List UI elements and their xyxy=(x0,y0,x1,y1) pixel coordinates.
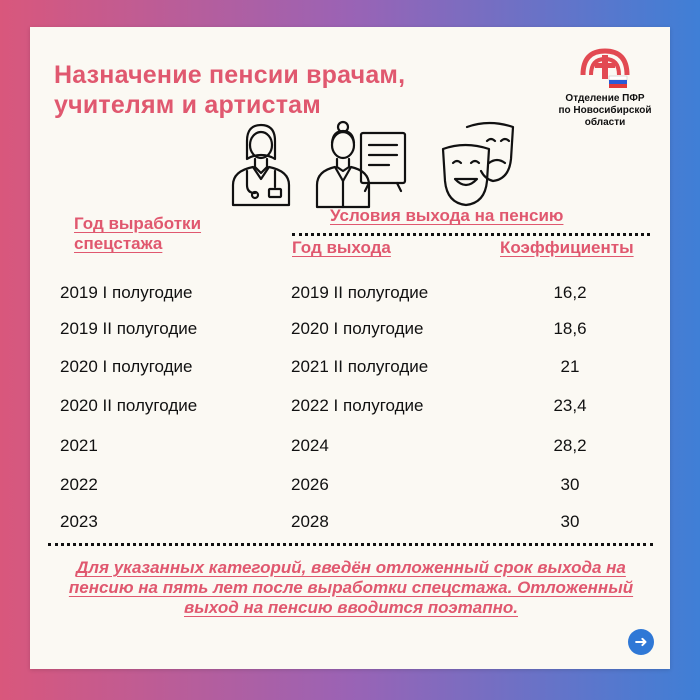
table-row xyxy=(30,394,670,418)
table-row xyxy=(30,434,670,458)
col2-header: Год выхода xyxy=(292,238,391,257)
coefficient-cell: 18,6 xyxy=(553,319,587,338)
table-row xyxy=(30,281,670,305)
exit-year-cell: 2020 I полугодие xyxy=(291,319,424,338)
logo-line-1: Отделение ПФР xyxy=(565,93,645,104)
profession-icons xyxy=(225,119,515,209)
stazh-cell: 2019 II полугодие xyxy=(60,319,198,338)
table-row xyxy=(30,473,670,497)
table-row xyxy=(30,355,670,379)
theater-masks-icon xyxy=(437,119,521,207)
col3-header: Коэффициенты xyxy=(500,238,634,257)
footnote-text: Для указанных категорий, введён отложенный срок выхода на пенсию на пять лет после выработки спецстажа. Отложенный выход на пенсию вводится поэтапно. xyxy=(68,558,634,617)
table-row xyxy=(30,510,670,534)
header-divider xyxy=(292,233,650,236)
page-title: Назначение пенсии врачам, учителям и артистам xyxy=(54,61,406,119)
stazh-cell: 2022 xyxy=(60,475,98,494)
coefficient-cell: 23,4 xyxy=(553,396,587,415)
coefficient-cell: 28,2 xyxy=(553,436,587,455)
exit-year-cell: 2019 II полугодие xyxy=(291,283,429,302)
stazh-cell: 2023 xyxy=(60,512,98,531)
group-header: Условия выхода на пенсию xyxy=(330,206,564,225)
exit-year-cell: 2026 xyxy=(291,475,329,494)
table-row xyxy=(30,317,670,341)
logo-line-3: области xyxy=(584,117,626,128)
coefficient-cell: 16,2 xyxy=(553,283,587,302)
coefficient-cell: 30 xyxy=(560,475,580,494)
logo-line-2: по Новосибирской xyxy=(558,105,652,116)
exit-year-cell: 2022 I полугодие xyxy=(291,396,424,415)
stazh-cell: 2020 I полугодие xyxy=(60,357,193,376)
pfr-emblem-icon xyxy=(577,45,633,91)
bottom-divider xyxy=(48,543,653,546)
stazh-cell: 2020 II полугодие xyxy=(60,396,198,415)
exit-year-cell: 2021 II полугодие xyxy=(291,357,429,376)
next-arrow-button[interactable]: ➜ xyxy=(628,629,654,655)
exit-year-cell: 2024 xyxy=(291,436,329,455)
teacher-icon xyxy=(313,119,409,209)
stazh-cell: 2019 I полугодие xyxy=(60,283,193,302)
coefficient-cell: 21 xyxy=(560,357,580,376)
coefficient-cell: 30 xyxy=(560,512,580,531)
doctor-icon xyxy=(225,119,297,207)
pfr-logo xyxy=(550,45,660,129)
stazh-cell: 2021 xyxy=(60,436,98,455)
info-card xyxy=(30,27,670,669)
exit-year-cell: 2028 xyxy=(291,512,329,531)
col1-header: Год выработки спецстажа xyxy=(74,214,202,253)
